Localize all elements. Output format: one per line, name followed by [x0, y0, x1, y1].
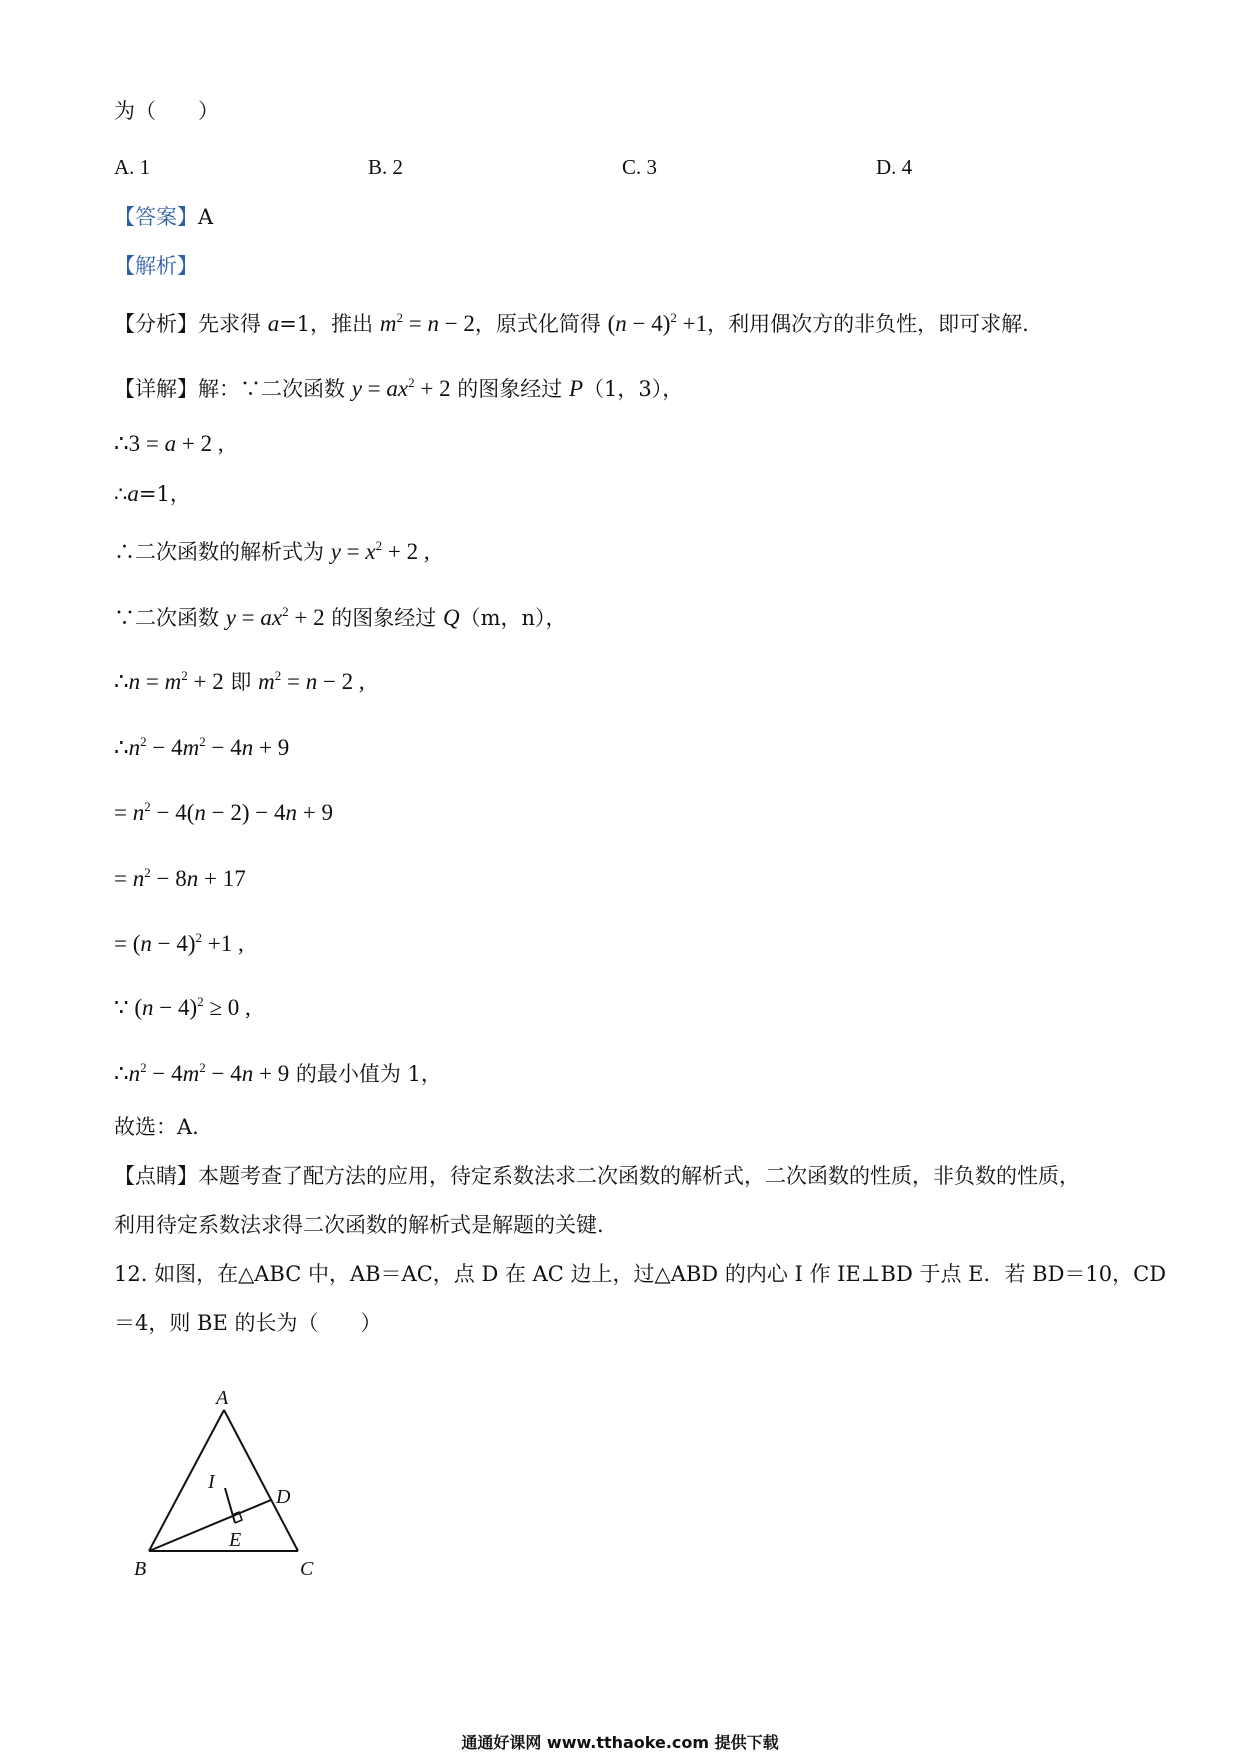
answer-value: A — [198, 205, 214, 229]
step-9: = $(n - 4)^2 +1$ , — [114, 930, 244, 956]
fenxi-tag: 【分析】 — [114, 312, 198, 336]
option-d: D. 4 — [876, 155, 913, 179]
option-c: C. 3 — [622, 155, 658, 179]
option-a: A. 1 — [114, 155, 151, 179]
dianjing-line-1: 【点睛】本题考查了配方法的应用，待定系数法求二次函数的解析式，二次函数的性质，非负数的性质， — [114, 1164, 1080, 1188]
step-11: $\therefore n^2 - 4m^2 - 4n + 9$ 的最小值为 1， — [114, 1060, 442, 1086]
step-8: = $n^2 - 8n + 17$ — [114, 865, 246, 891]
question-12-line-1: 12. 如图，在△ABC 中，AB＝AC，点 D 在 AC 边上，过△ABD 的内心 I 作 IE⊥BD 于点 E．若 BD＝10，CD — [114, 1262, 1167, 1286]
conclusion: 故选：A. — [114, 1115, 199, 1139]
label-c: C — [300, 1558, 314, 1580]
page-footer: 通通好课网 www.tthaoke.com 提供下载 — [461, 1733, 779, 1752]
option-b: B. 2 — [368, 155, 404, 179]
step-2: ∴a=1， — [114, 481, 191, 506]
question-11-tail: 为（ ） — [114, 99, 219, 123]
question-12-line-2: ＝4，则 BE 的长为（ ） — [114, 1311, 382, 1335]
step-5: ∴n = $m^2 + 2$ 即 $m^2 = n - 2$ , — [114, 668, 365, 694]
dianjing-line-2: 利用待定系数法求得二次函数的解析式是解题的关键. — [114, 1213, 604, 1237]
label-i: I — [208, 1471, 215, 1493]
label-d: D — [276, 1486, 291, 1508]
formula-square: $(n - 4)^2 +1$ — [607, 310, 708, 336]
step-1: ∴3 = a + 2 , — [114, 431, 224, 456]
formula-m2-eq: $m^2 = n - 2$ — [379, 310, 475, 336]
label-a: A — [216, 1387, 229, 1409]
step-3: ∴二次函数的解析式为 $y = x^2 + 2$ , — [114, 538, 430, 564]
analysis-tag: 【解析】 — [114, 254, 198, 278]
label-e: E — [229, 1529, 242, 1551]
answer-tag: 【答案】 — [114, 205, 198, 229]
triangle-figure — [125, 1385, 365, 1615]
analysis-heading — [114, 252, 198, 280]
fenxi-line: 【分析】先求得 a=1，推出 $m^2 = n - 2$，原式化简得 $(n - 4)^2 +1$，利用偶次方的非负性，即可求解. — [114, 310, 1029, 336]
dianjing-tag: 【点睛】 — [114, 1164, 198, 1188]
step-6: $\therefore n^2 - 4m^2 - 4n + 9$ — [114, 734, 290, 760]
detail-line: 【详解】解：∵二次函数 $y = ax^2 + 2$ 的图象经过 P（1，3）， — [114, 375, 684, 401]
formula-quadratic: $y = ax^2 + 2$ — [351, 375, 451, 401]
label-b: B — [134, 1558, 147, 1580]
step-10: ∵ $(n - 4)^2 \ge 0$ , — [114, 994, 251, 1020]
segment-bd — [149, 1500, 271, 1551]
detail-tag: 【详解】 — [114, 377, 198, 401]
step-4: ∵二次函数 $y = ax^2 + 2$ 的图象经过 Q（m，n）， — [114, 604, 567, 630]
step-7: = $n^2 - 4(n - 2) - 4n + 9$ — [114, 799, 333, 825]
answer-line — [114, 203, 213, 231]
